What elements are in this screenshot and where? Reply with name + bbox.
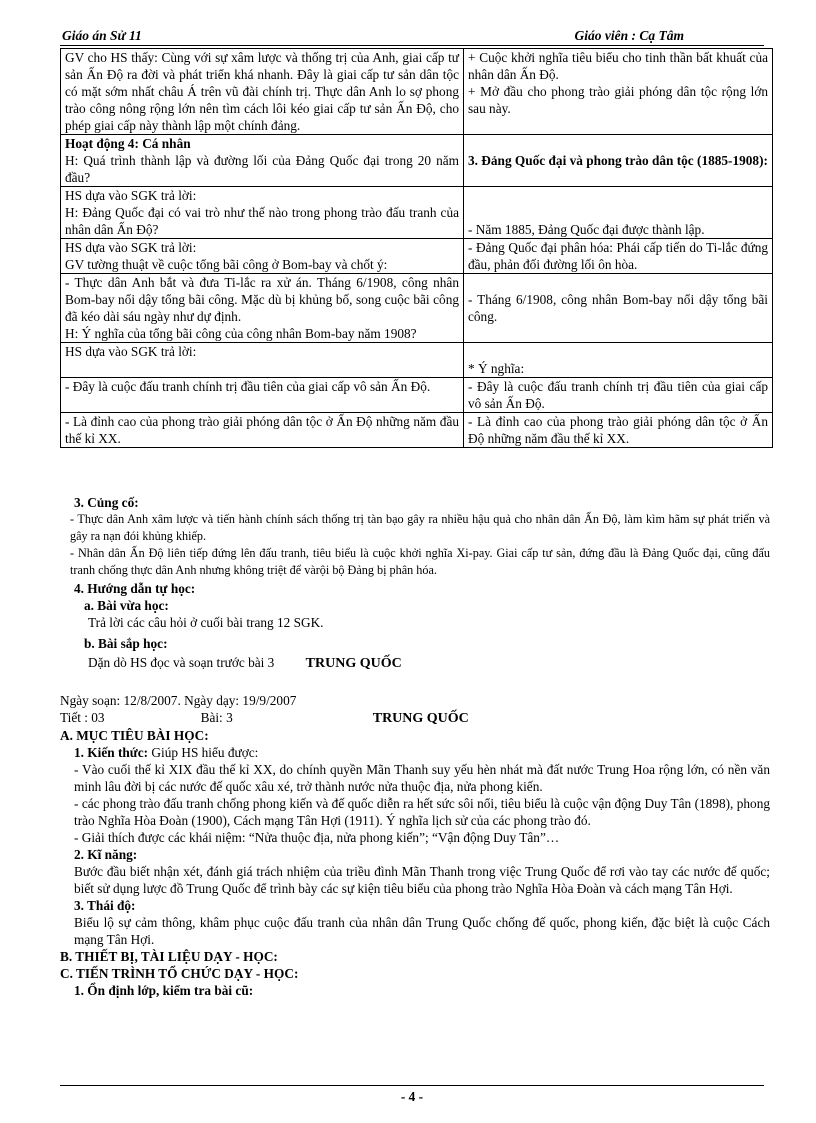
table-cell-right: - Tháng 6/1908, công nhân Bom-bay nổi dậy tổng bãi công. [464,274,773,343]
activity-heading: Hoạt động 4: Cá nhân [65,136,191,151]
subsection-title: 3. Thái độ: [74,898,136,913]
table-cell-right: - Là đỉnh cao của phong trào giải phóng dân tộc ở Ấn Độ những năm đầu thế kỉ XX. [464,413,773,448]
section-huong-dan [60,580,770,672]
next-lesson-topic: TRUNG QUỐC [305,656,402,671]
lesson-title: TRUNG QUỐC [372,711,469,726]
table-cell-right: - Đây là cuộc đấu tranh chính trị đầu tiên của giai cấp vô sản Ấn Độ. [464,378,773,413]
table-row [61,239,773,274]
table-row [61,274,773,343]
table-cell-left: - Là đỉnh cao của phong trào giải phóng dân tộc ở Ấn Độ những năm đầu thế kỉ XX. [61,413,464,448]
table-cell-right: + Cuộc khởi nghĩa tiêu biểu cho tinh thần bất khuất của nhân dân Ấn Độ. + Mở đầu cho phong trào giải phóng dân tộc rộng lớn sau này. [464,49,773,135]
page-header [60,28,764,46]
subsection-title: 1. Ổn định lớp, kiểm tra bài cũ: [74,983,254,998]
section-a: A. MỤC TIÊU BÀI HỌC: [60,728,209,743]
section-c: C. TIẾN TRÌNH TỔ CHỨC DẠY - HỌC: [60,966,299,981]
paragraph: - các phong trào đấu tranh chống phong kiến và đế quốc diễn ra hết sức sôi nổi, tiêu biểu là cuộc vận động Duy Tân (1898), phong trào Nghĩa Hòa Đoàn (1900), Cách mạng Tân Hợi (1911). Ý nghĩa lịch sử của các phong trào đó. [74,796,770,828]
lesson-period: Tiết : 03 [60,710,105,725]
table-cell-right: - Năm 1885, Đảng Quốc đại được thành lập. [464,187,773,239]
lesson-meta [60,709,770,727]
subsection-title: 1. Kiến thức: [74,745,149,760]
paragraph: Trả lời các câu hỏi ở cuối bài trang 12 SGK. [88,615,324,630]
paragraph: Dặn dò HS đọc và soạn trước bài 3 TRUNG QUỐC [88,655,402,671]
header-subject: Giáo án Sử 11 [62,28,142,43]
section-b: B. THIẾT BỊ, TÀI LIỆU DẠY - HỌC: [60,949,278,964]
table-cell-left: - Đây là cuộc đấu tranh chính trị đầu tiên của giai cấp vô sản Ấn Độ. [61,378,464,413]
table-cell-right [464,135,773,187]
table-cell-left: GV cho HS thấy: Cùng với sự xâm lược và thống trị của Anh, giai cấp tư sản Ấn Độ ra đời và phát triển khá nhanh. Đây là giai cấp tư sản dân tộc có mặt sớm nhất châu Á trên vũ đài chính trị. Thực dân Anh lo sợ phong trào công nông rộng lớn nên tìm cách lôi kéo giai cấp tư sản Ấn Độ, cho phép giai cấp này thành lập một chính đảng. [61,49,464,135]
paragraph: - Vào cuối thế kỉ XIX đầu thế kỉ XX, do chính quyền Mãn Thanh suy yếu hèn nhát mà đất nước Trung Hoa rộng lớn, có nền văn minh lâu đời bị các nước đế quốc xâu xé, trở thành nước nửa thuộc địa, nửa phong kiến. [74,762,770,794]
paragraph: - Giải thích được các khái niệm: “Nửa thuộc địa, nửa phong kiến”; “Vận động Duy Tân”… [74,830,560,845]
table-cell-right: * Ý nghĩa: [464,343,773,378]
section-heading: 3. Đảng Quốc đại và phong trào dân tộc (1885-1908): [468,153,768,168]
header-teacher: Giáo viên : Cạ Tâm [574,28,684,43]
table-row [61,413,773,448]
paragraph: Bước đầu biết nhận xét, đánh giá trách nhiệm của triều đình Mãn Thanh trong việc Trung Quốc để rơi vào tay các nước đế quốc; biết sử dụng lược đồ Trung Quốc để trình bày các sự kiện tiêu biểu của phong trào Nghĩa Hòa Đoàn và cách mạng Tân Hợi. [74,864,770,896]
table-cell-left: Hoạt động 4: Cá nhân H: Quá trình thành lập và đường lối của Đảng Quốc đại trong 20 năm đầu? [61,135,464,187]
section-cung-co [60,494,770,579]
paragraph: - Thực dân Anh xâm lược và tiến hành chính sách thống trị tàn bạo gây ra nhiều hậu quả cho nhân dân Ấn Độ, làm kìm hãm sự phát triển và gây ra nạn đói khủng khiếp. [70,512,770,543]
lesson-dates: Ngày soạn: 12/8/2007. Ngày dạy: 19/9/2007 [60,693,297,708]
table-row [61,49,773,135]
lesson-table [60,48,773,448]
table-row [61,187,773,239]
table-cell-left: HS dựa vào SGK trả lời: H: Đảng Quốc đại có vai trò như thế nào trong phong trào đấu tranh của nhân dân Ấn Độ? [61,187,464,239]
paragraph: - Nhân dân Ấn Độ liên tiếp đứng lên đấu tranh, tiêu biểu là cuộc khởi nghĩa Xi-pay. Giai cấp tư sản, đứng đầu là Đảng Quốc đại, cũng đấu tranh chống thực dân Anh nhưng không triệt để vàrội bộ Đảng bị phân hóa. [70,546,770,577]
section-title: 4. Hướng dẫn tự học: [74,581,196,596]
page-number: - 4 - [60,1085,764,1105]
table-cell-left: - Thực dân Anh bắt và đưa Ti-lắc ra xử án. Tháng 6/1908, công nhân Bom-bay nổi dậy tổng bãi công. Mặc dù bị khủng bố, song cuộc bãi công đã kéo dài sáu ngày như dự định. H: Ý nghĩa của tổng bãi công của công nhân Bom-bay năm 1908? [61,274,464,343]
subsection-title: 2. Kĩ năng: [74,847,138,862]
subsection-title: b. Bài sắp học: [84,636,168,651]
table-row [61,378,773,413]
lesson-plan: Ngày soạn: 12/8/2007. Ngày dạy: 19/9/2007 Tiết : 03 Bài: 3 TRUNG QUỐC A. MỤC TIÊU BÀI HỌC: 1. Kiến thức: Giúp HS hiểu được: - Vào cuối thế kỉ XIX đầu thế kỉ XX, do chính quyền Mãn Thanh suy yếu hèn nhát mà đất nước Trung Hoa rộng lớn, có nền văn minh lâu đời bị các nước đế quốc xâu xé, trở thành nước nửa thuộc địa, nửa phong kiến. - các phong trào đấu tranh chống phong kiến và đế quốc diễn ra hết sức sôi nổi, tiêu biểu là cuộc vận động Duy Tân (1898), phong trào Nghĩa Hòa Đoàn (1900), Cách mạng Tân Hợi (1911). Ý nghĩa lịch sử của các phong trào đó. - Giải thích được các khái niệm: “Nửa thuộc địa, nửa phong kiến”; “Vận động Duy Tân”… 2. Kĩ năng: Bước đầu biết nhận xét, đánh giá trách nhiệm của triều đình Mãn Thanh trong việc Trung Quốc để rơi vào tay các nước đế quốc; biết sử dụng lược đồ Trung Quốc để trình bày các sự kiện tiêu biểu của phong trào Nghĩa Hòa Đoàn và cách mạng Tân Hợi. 3. Thái độ: Biểu lộ sự cảm thông, khâm phục cuộc đấu tranh của nhân dân Trung Quốc chống đế quốc, phong kiến, đặc biệt là cuộc Cách mạng Tân Hợi. B. THIẾT BỊ, TÀI LIỆU DẠY - HỌC: C. TIẾN TRÌNH TỔ CHỨC DẠY - HỌC: 1. Ổn định lớp, kiểm tra bài cũ: [60,693,770,998]
table-row [61,343,773,378]
subsection-title: a. Bài vừa học: [84,598,169,613]
lesson-number: Bài: 3 [200,710,233,725]
paragraph: Biểu lộ sự cảm thông, khâm phục cuộc đấu tranh của nhân dân Trung Quốc chống đế quốc, phong kiến, đặc biệt là cuộc Cách mạng Tân Hợi. [74,915,770,947]
table-cell-left: HS dựa vào SGK trả lời: [61,343,464,378]
table-cell-right: - Đảng Quốc đại phân hóa: Phái cấp tiến do Ti-lắc đứng đầu, phản đối đường lối ôn hòa. [464,239,773,274]
section-title: 3. Củng cố: [74,495,139,510]
table-row [61,135,773,187]
table-cell-left: HS dựa vào SGK trả lời: GV tường thuật về cuộc tổng bãi công ở Bom-bay và chốt ý: [61,239,464,274]
